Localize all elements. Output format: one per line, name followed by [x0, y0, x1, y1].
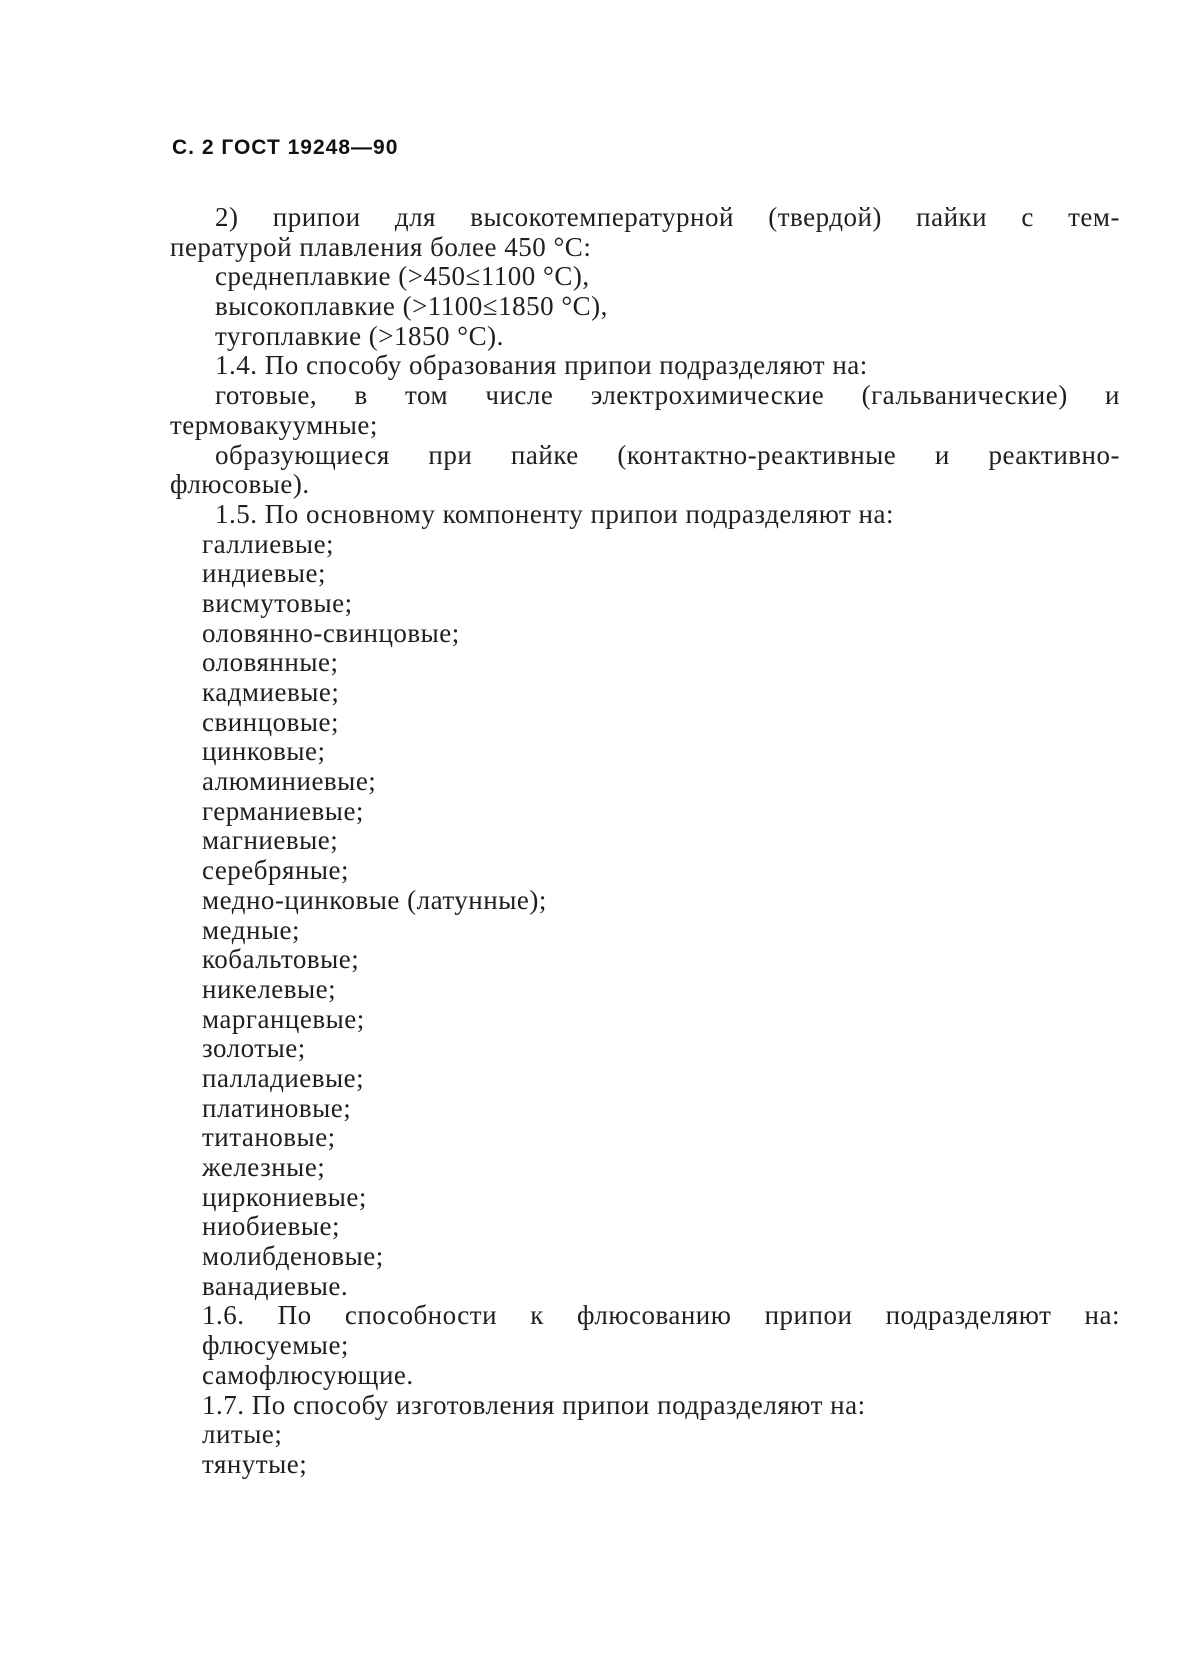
text-line: готовые, в том числе электрохимические (гальванические) и — [215, 380, 1120, 411]
text-line: кобальтовые; — [202, 944, 360, 975]
text-line: оловянные; — [202, 647, 339, 678]
text-line: флюсуемые; — [202, 1330, 349, 1361]
text-line: титановые; — [202, 1122, 336, 1153]
text-line: флюсовые). — [170, 469, 310, 500]
text-line: золотые; — [202, 1033, 306, 1064]
text-line: ниобиевые; — [202, 1211, 340, 1242]
text-line: 1.4. По способу образования припои подразделяют на: — [215, 350, 868, 381]
document-body — [170, 203, 1120, 1480]
text-line: индиевые; — [202, 558, 326, 589]
text-line: платиновые; — [202, 1092, 352, 1123]
text-line: высокоплавкие (>1100≤1850 °С), — [215, 291, 608, 322]
text-line: 2) припои для высокотемпературной (твердой) пайки с тем- — [215, 202, 1120, 232]
text-line: свинцовые; — [202, 706, 339, 737]
text-line: тянутые; — [202, 1448, 308, 1479]
text-line: самофлюсующие. — [202, 1359, 414, 1390]
text-line: образующиеся при пайке (контактно-реактивные и реактивно- — [215, 439, 1120, 470]
text-line: медные; — [202, 914, 301, 945]
text-line: магниевые; — [202, 825, 339, 856]
text-line: алюминиевые; — [202, 766, 377, 797]
text-line: кадмиевые; — [202, 677, 340, 707]
text-line: никелевые; — [202, 973, 337, 1004]
text-line: 1.5. По основному компоненту припои подразделяют на: — [215, 498, 894, 529]
text-line: литые; — [202, 1419, 283, 1450]
text-line: 1.7. По способу изготовления припои подразделяют на: — [202, 1389, 866, 1420]
text-line: 1.6. По способности к флюсованию припои подразделяют на: — [202, 1300, 1120, 1331]
text-line: молибденовые; — [202, 1241, 384, 1272]
text-line: палладиевые; — [202, 1062, 365, 1093]
page-header: С. 2 ГОСТ 19248—90 — [172, 136, 399, 159]
text-line: железные; — [202, 1152, 326, 1182]
text-line: марганцевые; — [202, 1003, 365, 1034]
text-line: цинковые; — [202, 736, 326, 767]
text-line: висмутовые; — [202, 587, 353, 618]
text-line: термовакуумные; — [170, 409, 378, 440]
text-line: ванадиевые. — [202, 1270, 349, 1301]
text-line: пературой плавления более 450 °С: — [170, 231, 592, 262]
text-line: германиевые; — [202, 795, 364, 826]
text-line: галлиевые; — [202, 528, 335, 559]
text-line: медно-цинковые (латунные); — [202, 884, 547, 915]
text-line: серебряные; — [202, 855, 350, 886]
text-line: оловянно-свинцовые; — [202, 617, 460, 648]
text-line: среднеплавкие (>450≤1100 °С), — [215, 261, 590, 292]
text-line: циркониевые; — [202, 1181, 367, 1212]
text-line: тугоплавкие (>1850 °С). — [215, 320, 504, 351]
